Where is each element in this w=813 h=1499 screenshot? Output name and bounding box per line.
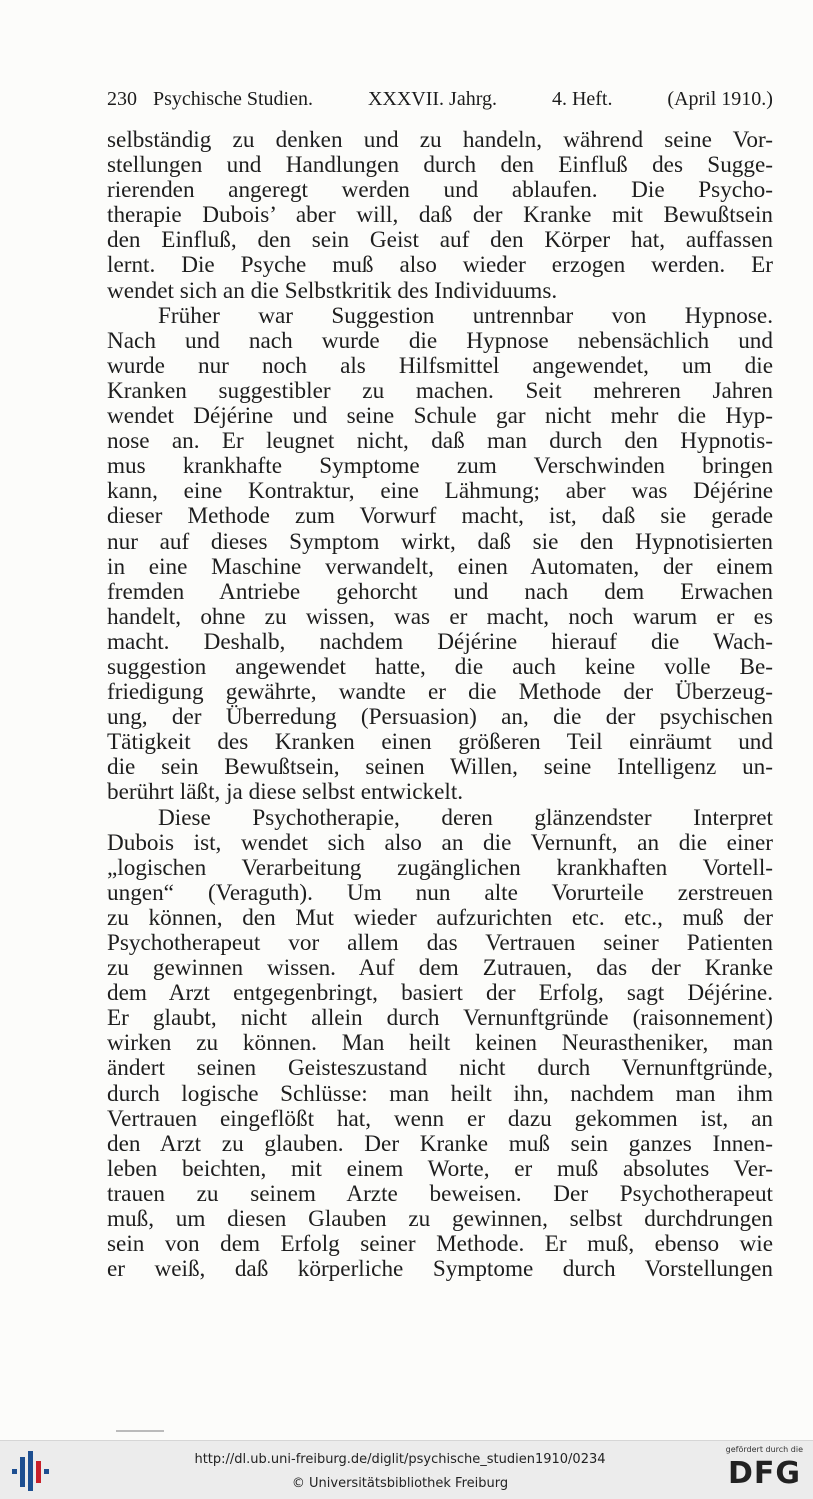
text-line: handelt, ohne zu wissen, was er macht, noch warum er es <box>107 603 773 630</box>
text-line: Er glaubt, nicht allein durch Vernunftgründe (raisonnement) <box>107 1005 773 1032</box>
text-line: suggestion angewendet hatte, die auch keine volle Be- <box>107 653 773 680</box>
text-line: Nach und nach wurde die Hypnose nebensächlich und <box>107 327 773 354</box>
text-line: Dubois ist, wendet sich also an die Vernunft, an die einer <box>107 829 773 856</box>
text-line: Kranken suggestibler zu machen. Seit mehreren Jahren <box>107 377 773 404</box>
text-line: therapie Dubois’ aber will, daß der Kranke mit Bewußtsein <box>107 202 773 229</box>
issue-date: (April 1910.) <box>667 88 773 110</box>
text-line: nose an. Er leugnet nicht, daß man durch den Hypnotis- <box>107 428 773 455</box>
text-line: selbständig zu denken und zu handeln, während seine Vor- <box>107 127 773 153</box>
text-line: muß, um diesen Glauben zu gewinnen, selbst durchdrungen <box>107 1206 773 1233</box>
dfg-logo: DFG <box>727 1456 801 1491</box>
viewer-footer <box>0 1440 813 1499</box>
text-line: den Einfluß, den sein Geist auf den Körper hat, auffassen <box>107 227 773 254</box>
text-line: fremden Antriebe gehorcht und nach dem Erwachen <box>107 578 773 605</box>
text-line: wurde nur noch als Hilfsmittel angewendet, um die <box>107 352 773 379</box>
scan-artifact <box>116 1430 164 1432</box>
text-line: ung, der Überredung (Persuasion) an, die der psychischen <box>107 704 773 731</box>
text-line: in eine Maschine verwandelt, einen Automaten, der einem <box>107 553 773 580</box>
text-line: rierenden angeregt werden und ablaufen. Die Psycho- <box>107 177 773 204</box>
text-line: wendet sich an die Selbstkritik des Individuums. <box>107 277 558 304</box>
text-line: durch logische Schlüsse: man heilt ihn, nachdem man ihm <box>107 1080 773 1107</box>
page-number: 230 <box>107 88 137 110</box>
text-line: Psychotherapeut vor allem das Vertrauen seiner Patienten <box>107 930 773 956</box>
text-line: zu können, den Mut wieder aufzurichten etc. etc., muß der <box>107 904 773 931</box>
text-line: ändert seinen Geisteszustand nicht durch Vernunftgründe, <box>107 1055 773 1082</box>
body-text <box>107 128 773 1282</box>
text-line: berührt läßt, ja diese selbst entwickelt. <box>107 779 464 806</box>
issue-label: 4. Heft. <box>551 88 613 110</box>
text-line: wirken zu können. Man heilt keinen Neurastheniker, man <box>107 1030 773 1057</box>
paragraph-first-line: Früher war Suggestion untrennbar von Hypnose. <box>158 302 773 329</box>
copyright-notice: © Universitätsbibliothek Freiburg <box>291 1476 509 1491</box>
text-line: „logischen Verarbeitung zugänglichen krankhaften Vortell- <box>107 854 773 881</box>
text-line: er weiß, daß körperliche Symptome durch Vorstellungen <box>107 1256 773 1283</box>
text-line: Vertrauen eingeflößt hat, wenn er dazu gekommen ist, an <box>107 1105 773 1132</box>
text-line: macht. Deshalb, nachdem Déjérine hierauf die Wach- <box>107 628 773 655</box>
text-line: dem Arzt entgegenbringt, basiert der Erfolg, sagt Déjérine. <box>107 980 773 1007</box>
journal-header <box>143 88 773 111</box>
running-header <box>107 88 773 111</box>
journal-title: Psychische Studien. <box>153 88 313 110</box>
text-line: stellungen und Handlungen durch den Einfluß des Sugge- <box>107 152 773 179</box>
text-line: nur auf dieses Symptom wirkt, daß sie den Hypnotisierten <box>107 528 773 555</box>
text-line: sein von dem Erfolg seiner Methode. Er muß, ebenso wie <box>107 1231 773 1258</box>
text-line: wendet Déjérine und seine Schule gar nicht mehr die Hyp- <box>107 403 773 430</box>
dfg-caption: gefördert durch die <box>725 1445 803 1454</box>
text-line: die sein Bewußtsein, seinen Willen, seine Intelligenz un- <box>107 754 773 781</box>
text-line: Tätigkeit des Kranken einen größeren Teil einräumt und <box>107 729 773 756</box>
volume-label: XXXVII. Jahrg. <box>367 88 497 110</box>
text-line: den Arzt zu glauben. Der Kranke muß sein ganzes Innen- <box>107 1130 773 1157</box>
text-line: zu gewinnen wissen. Auf dem Zutrauen, das der Kranke <box>107 955 773 982</box>
text-line: friedigung gewährte, wandte er die Methode der Überzeug- <box>107 679 773 706</box>
paragraph-first-line: Diese Psychotherapie, deren glänzendster Interpret <box>158 804 773 831</box>
text-line: mus krankhafte Symptome zum Verschwinden bringen <box>107 453 773 480</box>
text-line: dieser Methode zum Vorwurf macht, ist, daß sie gerade <box>107 503 773 530</box>
text-line: trauen zu seinem Arzte beweisen. Der Psychotherapeut <box>107 1180 773 1207</box>
text-line: lernt. Die Psyche muß also wieder erzogen werden. Er <box>107 252 773 279</box>
text-line: kann, eine Kontraktur, eine Lähmung; aber was Déjérine <box>107 478 773 505</box>
library-logo-icon <box>10 1451 54 1491</box>
text-line: ungen“ (Veraguth). Um nun alte Vorurteile zerstreuen <box>107 879 773 906</box>
permalink-url[interactable]: http://dl.ub.uni-freiburg.de/diglit/psychische_studien1910/0234 <box>194 1452 606 1467</box>
text-line: leben beichten, mit einem Worte, er muß absolutes Ver- <box>107 1155 773 1182</box>
